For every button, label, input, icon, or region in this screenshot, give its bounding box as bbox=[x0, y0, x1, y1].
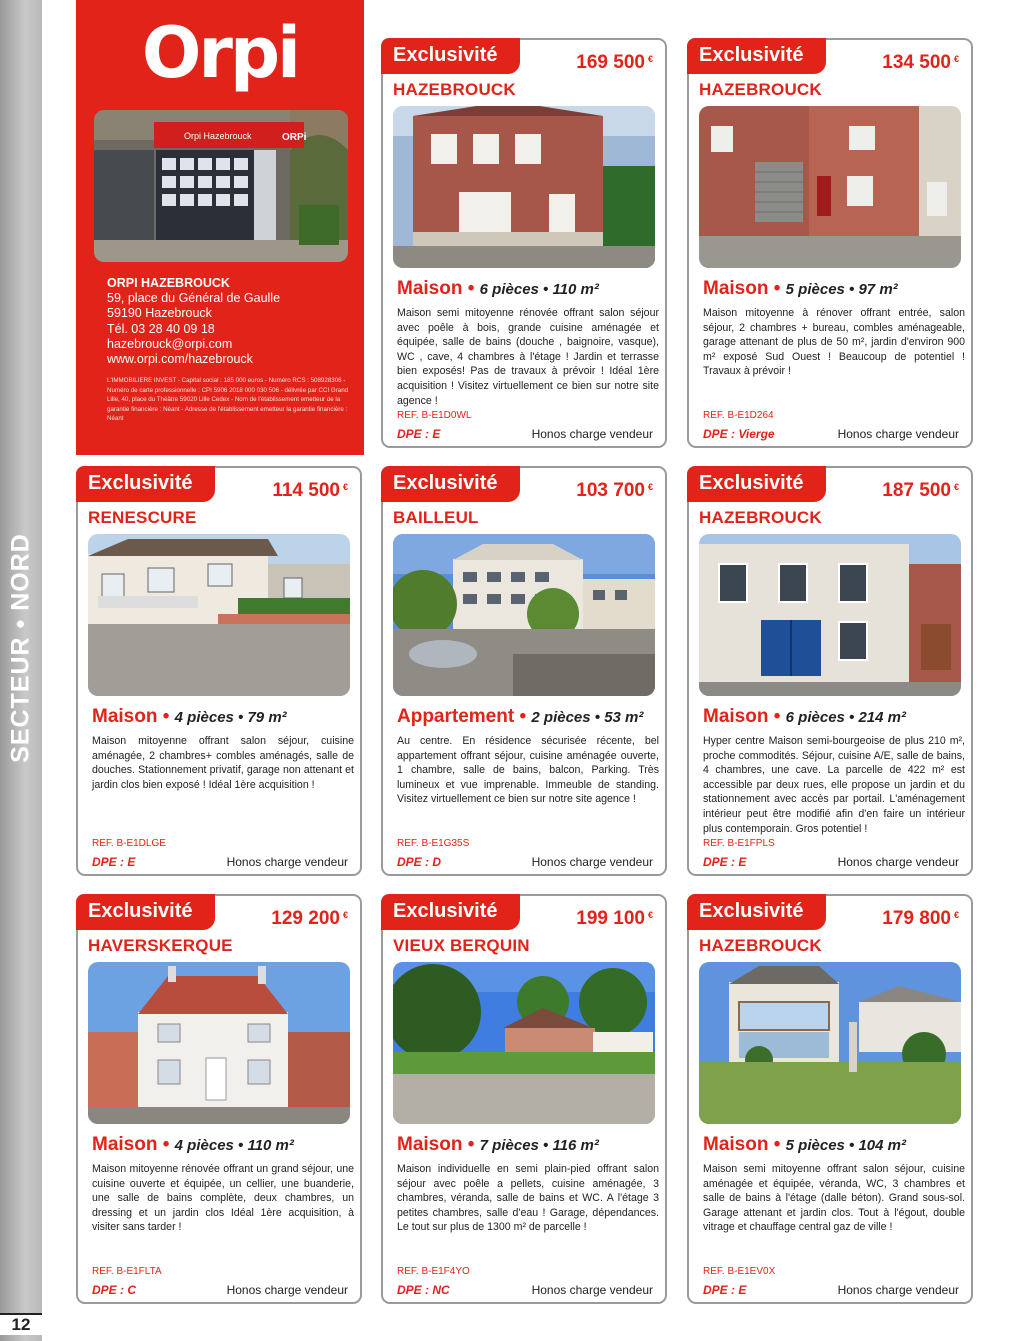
exclusivite-badge: Exclusivité bbox=[76, 894, 215, 930]
listing-price: 187 500 € bbox=[882, 480, 959, 501]
currency-symbol: € bbox=[953, 54, 959, 64]
listing-title bbox=[703, 1134, 906, 1156]
fees-note: Honos charge vendeur bbox=[837, 427, 959, 441]
store-sign: Orpi Hazebrouck bbox=[184, 131, 252, 141]
title-separator: • bbox=[157, 1134, 175, 1155]
listing-photo[interactable] bbox=[88, 534, 350, 696]
listing-card[interactable] bbox=[687, 466, 973, 876]
property-type: Appartement bbox=[397, 706, 515, 727]
currency-symbol: € bbox=[342, 482, 348, 492]
fees-note: Honos charge vendeur bbox=[837, 1283, 959, 1297]
fees-note: Honos charge vendeur bbox=[531, 855, 653, 869]
exclusivite-badge: Exclusivité bbox=[687, 894, 826, 930]
listing-photo[interactable] bbox=[393, 106, 655, 268]
energy-rating: DPE : E bbox=[703, 1283, 747, 1297]
exclusivite-badge: Exclusivité bbox=[76, 466, 215, 502]
listing-description: Hyper centre Maison semi-bourgeoise de plus 210 m², proche commodités. Séjour, cuisine A/E, salle de bains, 4 chambres, une cave. La parcelle de 422 m² est accessible par deux rues, elle propose un jardin et du stationnement avec accès par portail. L'aménagement intérieur peut être modifié afin d'en faire un intérieur plus contemporain. Gros potentiel ! bbox=[703, 735, 965, 835]
fees-note: Honos charge vendeur bbox=[226, 1283, 348, 1297]
currency-symbol: € bbox=[647, 910, 653, 920]
page-number: 12 bbox=[0, 1313, 42, 1335]
listing-reference: REF. B-E1D264 bbox=[703, 410, 774, 421]
property-details: 6 pièces • 110 m² bbox=[479, 281, 599, 298]
listing-price: 169 500 € bbox=[576, 52, 653, 73]
listing-description: Maison mitoyenne rénovée offrant un grand séjour, une cuisine ouverte et équipée, un cellier, une buanderie, une salle de bains complète, deux chambres, un dressing et un jardin clos Idéal 1ère acquisition, à visiter sans tarder ! bbox=[92, 1163, 354, 1234]
listing-price: 134 500 € bbox=[882, 52, 959, 73]
listing-price: 199 100 € bbox=[576, 908, 653, 929]
listing-city: HAVERSKERQUE bbox=[88, 936, 233, 955]
agency-address-line2: 59190 Hazebrouck bbox=[107, 306, 212, 321]
exclusivite-badge: Exclusivité bbox=[381, 894, 520, 930]
title-separator: • bbox=[462, 1134, 480, 1155]
listing-city: VIEUX BERQUIN bbox=[393, 936, 530, 955]
listing-title bbox=[397, 278, 599, 300]
listing-card[interactable] bbox=[687, 38, 973, 448]
energy-rating: DPE : D bbox=[397, 855, 442, 869]
title-separator: • bbox=[514, 706, 532, 727]
listing-reference: REF. B-E1FLTA bbox=[92, 1266, 162, 1277]
property-details: 5 pièces • 104 m² bbox=[785, 1137, 906, 1154]
property-type: Maison bbox=[92, 1134, 158, 1155]
listing-card[interactable] bbox=[76, 466, 362, 876]
property-details: 5 pièces • 97 m² bbox=[785, 281, 898, 298]
property-type: Maison bbox=[703, 706, 769, 727]
energy-rating: DPE : NC bbox=[397, 1283, 450, 1297]
listing-city: HAZEBROUCK bbox=[699, 80, 822, 99]
listing-city: RENESCURE bbox=[88, 508, 197, 527]
exclusivite-badge: Exclusivité bbox=[381, 466, 520, 502]
title-separator: • bbox=[462, 278, 480, 299]
agency-address-line1: 59, place du Général de Gaulle bbox=[107, 291, 281, 306]
listing-photo[interactable] bbox=[393, 962, 655, 1124]
listing-title bbox=[92, 1134, 294, 1156]
exclusivite-badge: Exclusivité bbox=[381, 38, 520, 74]
agency-website[interactable]: www.orpi.com/hazebrouck bbox=[107, 352, 253, 367]
storefront-photo bbox=[94, 110, 348, 262]
currency-symbol: € bbox=[647, 54, 653, 64]
property-type: Maison bbox=[397, 278, 463, 299]
energy-rating: DPE : E bbox=[92, 855, 136, 869]
listing-card[interactable] bbox=[76, 894, 362, 1304]
listing-description: Maison individuelle en semi plain-pied offrant salon séjour avec poêle a pellets, cuisine aménagée, 3 chambres, véranda, salle de bains et WC. A l'étage 3 petites chambres, salle d'eau ! Garage, dépendances. Le tout sur plus de 1300 m² de parcelle ! bbox=[397, 1163, 659, 1234]
fees-note: Honos charge vendeur bbox=[531, 427, 653, 441]
fees-note: Honos charge vendeur bbox=[837, 855, 959, 869]
listing-price: 129 200 € bbox=[271, 908, 348, 929]
listing-reference: REF. B-E1EV0X bbox=[703, 1266, 776, 1277]
listing-photo[interactable] bbox=[699, 534, 961, 696]
property-type: Maison bbox=[397, 1134, 463, 1155]
listing-title bbox=[703, 706, 906, 728]
currency-symbol: € bbox=[953, 482, 959, 492]
fees-note: Honos charge vendeur bbox=[531, 1283, 653, 1297]
listing-reference: REF. B-E1FPLS bbox=[703, 838, 775, 849]
listing-title bbox=[703, 278, 898, 300]
listing-description: Maison mitoyenne à rénover offrant entrée, salon séjour, 2 chambres + bureau, combles aménageable, garage attenant de plus de 50 m², jardin d'environ 900 m² exposé Sud Ouest ! Beaucoup de potentiel ! Travaux à prévoir ! bbox=[703, 307, 965, 378]
property-details: 7 pièces • 116 m² bbox=[479, 1137, 599, 1154]
currency-symbol: € bbox=[953, 910, 959, 920]
listing-photo[interactable] bbox=[88, 962, 350, 1124]
store-sign-brand: ORPi bbox=[282, 132, 307, 143]
listing-photo[interactable] bbox=[699, 962, 961, 1124]
title-separator: • bbox=[768, 278, 786, 299]
property-details: 4 pièces • 79 m² bbox=[174, 709, 287, 726]
listing-reference: REF. B-E1DLGE bbox=[92, 838, 166, 849]
sector-label: SECTEUR • NORD bbox=[6, 533, 35, 763]
orpi-logo: Orpi bbox=[141, 12, 299, 94]
listing-photo[interactable] bbox=[393, 534, 655, 696]
exclusivite-badge: Exclusivité bbox=[687, 38, 826, 74]
listing-title bbox=[397, 1134, 599, 1156]
listing-description: Au centre. En résidence sécurisée récente, bel appartement offrant séjour, cuisine aménagée ouverte, 1 chambre, salle de bains, balcon, Parking. Très lumineux et vue imprenable. Immeuble de standing. Visitez virtuellement ce bien sur notre site agence ! bbox=[397, 735, 659, 806]
listing-reference: REF. B-E1F4YO bbox=[397, 1266, 470, 1277]
exclusivite-badge: Exclusivité bbox=[687, 466, 826, 502]
listing-card[interactable] bbox=[381, 466, 667, 876]
listing-description: Maison mitoyenne offrant salon séjour, cuisine aménagée, 2 chambres+ combles aménagés, salle de douches. Stationnement privatif, garage non attenant et jardin clos bien exposé ! Idéal 1ère acquisition ! bbox=[92, 735, 354, 791]
listing-card[interactable] bbox=[687, 894, 973, 1304]
agency-legal-notice: L'IMMOBILIERE INVEST - Capital social : 185 000 euros - Numéro RCS : 508928306 - Numéro de carte professionnelle : CPI 5906 2018 000 030 506 - délivrée par CCI Grand Lille, 40, place du Théâtre 59020 Lille Cedex - Nom de l'établissement emetteur de la garantie financière : Néant - Adresse de l'établissement emetteur la garantie financière : Néant bbox=[107, 377, 349, 422]
sector-sidebar bbox=[0, 0, 42, 1341]
listing-description: Maison semi mitoyenne offrant salon séjour, cuisine aménagée et équipée, véranda, WC, 3 chambres et salle de bains à l'étage (dalle béton). Grand sous-sol. Garage attenant et jardin clos. Tout à l'égout, double vitrage et chauffage central gaz de ville ! bbox=[703, 1163, 965, 1234]
energy-rating: DPE : E bbox=[397, 427, 441, 441]
listing-price: 179 800 € bbox=[882, 908, 959, 929]
agency-email[interactable]: hazebrouck@orpi.com bbox=[107, 336, 233, 351]
listing-price: 103 700 € bbox=[576, 480, 653, 501]
property-details: 6 pièces • 214 m² bbox=[785, 709, 906, 726]
listing-title bbox=[92, 706, 287, 728]
energy-rating: DPE : Vierge bbox=[703, 427, 775, 441]
listing-reference: REF. B-E1D0WL bbox=[397, 410, 472, 421]
listing-city: HAZEBROUCK bbox=[699, 508, 822, 527]
listing-photo[interactable] bbox=[699, 106, 961, 268]
agency-name: ORPI HAZEBROUCK bbox=[107, 276, 230, 290]
listing-title bbox=[397, 706, 643, 728]
listing-description: Maison semi mitoyenne rénovée offrant salon séjour avec poêle à bois, grande cuisine aménagée et équipée, salle de bains (douche , baignoire, vasque), WC , cave, 4 chambres à l'étage ! Jardin et terrasse bien exposés! Pas de travaux à prévoir ! Idéal 1ère acquisition ! Visitez virtuellement ce bien sur notre site agence ! bbox=[397, 307, 659, 407]
listing-city: BAILLEUL bbox=[393, 508, 479, 527]
property-details: 4 pièces • 110 m² bbox=[174, 1137, 294, 1154]
listing-card[interactable] bbox=[381, 38, 667, 448]
fees-note: Honos charge vendeur bbox=[226, 855, 348, 869]
energy-rating: DPE : E bbox=[703, 855, 747, 869]
listing-city: HAZEBROUCK bbox=[393, 80, 516, 99]
agency-panel bbox=[76, 0, 364, 455]
listing-city: HAZEBROUCK bbox=[699, 936, 822, 955]
property-type: Maison bbox=[703, 1134, 769, 1155]
property-type: Maison bbox=[92, 706, 158, 727]
property-type: Maison bbox=[703, 278, 769, 299]
agency-phone[interactable]: Tél. 03 28 40 09 18 bbox=[107, 321, 215, 336]
agency-contact bbox=[107, 276, 357, 367]
currency-symbol: € bbox=[342, 910, 348, 920]
property-details: 2 pièces • 53 m² bbox=[531, 709, 644, 726]
listing-card[interactable] bbox=[381, 894, 667, 1304]
listing-reference: REF. B-E1G35S bbox=[397, 838, 470, 849]
listing-price: 114 500 € bbox=[272, 480, 348, 501]
currency-symbol: € bbox=[647, 482, 653, 492]
title-separator: • bbox=[157, 706, 175, 727]
title-separator: • bbox=[768, 706, 786, 727]
title-separator: • bbox=[768, 1134, 786, 1155]
energy-rating: DPE : C bbox=[92, 1283, 137, 1297]
